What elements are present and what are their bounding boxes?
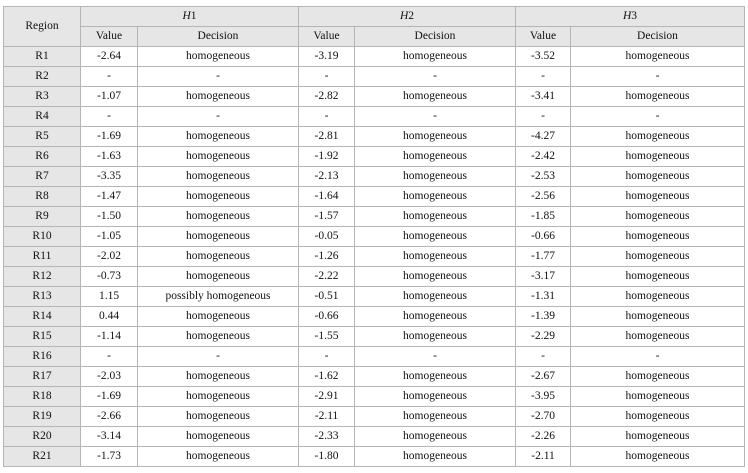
h3-value-cell: - [516, 347, 571, 367]
h3-decision-cell: homogeneous [571, 207, 745, 227]
table-row [4, 247, 745, 267]
h1-value-cell: -3.14 [81, 427, 138, 447]
h2-value-cell: -1.57 [299, 207, 355, 227]
h1-letter: H [182, 10, 191, 22]
h3-group-header [516, 7, 745, 27]
h1-decision-cell: homogeneous [138, 447, 299, 467]
h1-value-cell: -1.63 [81, 147, 138, 167]
h3-decision-cell: - [571, 67, 745, 87]
region-cell: R6 [4, 147, 81, 167]
h2-value-cell: -1.92 [299, 147, 355, 167]
h1-decision-cell: homogeneous [138, 407, 299, 427]
table-row [4, 87, 745, 107]
h2-value-header: Value [299, 27, 355, 47]
h3-decision-cell: homogeneous [571, 407, 745, 427]
region-cell: R2 [4, 67, 81, 87]
h3-value-cell: -2.53 [516, 167, 571, 187]
region-cell: R10 [4, 227, 81, 247]
h3-value-cell: -2.67 [516, 367, 571, 387]
table-row [4, 107, 745, 127]
h3-value-cell: -2.70 [516, 407, 571, 427]
h3-value-header: Value [516, 27, 571, 47]
region-cell: R12 [4, 267, 81, 287]
region-cell: R21 [4, 447, 81, 467]
h2-decision-cell: homogeneous [355, 287, 516, 307]
h1-decision-cell: homogeneous [138, 147, 299, 167]
h1-decision-cell: homogeneous [138, 87, 299, 107]
h1-number: 1 [190, 10, 197, 22]
h1-value-cell: -1.50 [81, 207, 138, 227]
h1-decision-cell: homogeneous [138, 227, 299, 247]
h1-decision-cell: homogeneous [138, 207, 299, 227]
h3-decision-header: Decision [571, 27, 745, 47]
table-row [4, 127, 745, 147]
h3-value-cell: -4.27 [516, 127, 571, 147]
h3-decision-cell: homogeneous [571, 427, 745, 447]
table-body [4, 47, 745, 467]
h2-letter: H [399, 10, 409, 22]
h3-value-cell: - [516, 107, 571, 127]
h2-decision-cell: homogeneous [355, 207, 516, 227]
h2-decision-cell: homogeneous [355, 187, 516, 207]
h2-value-cell: -2.11 [299, 407, 355, 427]
h1-decision-cell: homogeneous [138, 327, 299, 347]
region-cell: R18 [4, 387, 81, 407]
region-cell: R5 [4, 127, 81, 147]
h1-value-cell: -3.35 [81, 167, 138, 187]
h3-value-cell: -2.56 [516, 187, 571, 207]
table-row [4, 207, 745, 227]
h2-decision-cell: - [355, 347, 516, 367]
h2-value-cell: -0.66 [299, 307, 355, 327]
h2-decision-cell: homogeneous [355, 307, 516, 327]
h2-decision-cell: homogeneous [355, 367, 516, 387]
h2-decision-cell: homogeneous [355, 247, 516, 267]
h3-decision-cell: - [571, 107, 745, 127]
h1-value-cell: - [81, 347, 138, 367]
h2-decision-header: Decision [355, 27, 516, 47]
h1-value-cell: -1.69 [81, 127, 138, 147]
region-cell: R4 [4, 107, 81, 127]
h1-value-cell: - [81, 107, 138, 127]
h2-value-cell: -2.82 [299, 87, 355, 107]
region-cell: R20 [4, 427, 81, 447]
h3-value-cell: -2.11 [516, 447, 571, 467]
h3-decision-cell: homogeneous [571, 87, 745, 107]
h2-value-cell: -2.33 [299, 427, 355, 447]
region-cell: R8 [4, 187, 81, 207]
h3-decision-cell: homogeneous [571, 127, 745, 147]
h3-decision-cell: homogeneous [571, 247, 745, 267]
h1-value-cell: - [81, 67, 138, 87]
table-row [4, 47, 745, 67]
h1-value-cell: -1.69 [81, 387, 138, 407]
h1-decision-cell: homogeneous [138, 427, 299, 447]
h1-decision-header: Decision [138, 27, 299, 47]
table-row [4, 327, 745, 347]
h2-decision-cell: - [355, 67, 516, 87]
h2-value-cell: - [299, 67, 355, 87]
h2-value-cell: -3.19 [299, 47, 355, 67]
h1-value-cell: -2.02 [81, 247, 138, 267]
table-row [4, 447, 745, 467]
h3-value-cell: -1.77 [516, 247, 571, 267]
h3-decision-cell: homogeneous [571, 327, 745, 347]
h1-decision-cell: homogeneous [138, 247, 299, 267]
region-cell: R17 [4, 367, 81, 387]
h3-value-cell: -2.42 [516, 147, 571, 167]
h3-decision-cell: homogeneous [571, 147, 745, 167]
h2-decision-cell: homogeneous [355, 87, 516, 107]
h3-decision-cell: homogeneous [571, 47, 745, 67]
h2-value-cell: -2.91 [299, 387, 355, 407]
h1-decision-cell: possibly homogeneous [138, 287, 299, 307]
h1-decision-cell: homogeneous [138, 187, 299, 207]
h3-value-cell: -2.26 [516, 427, 571, 447]
h2-decision-cell: - [355, 107, 516, 127]
h1-decision-cell: homogeneous [138, 127, 299, 147]
header-row-groups [4, 7, 745, 27]
h3-value-cell: -2.29 [516, 327, 571, 347]
h3-value-cell: -1.85 [516, 207, 571, 227]
h1-decision-cell: - [138, 67, 299, 87]
table-row [4, 367, 745, 387]
h3-value-cell: -3.95 [516, 387, 571, 407]
h3-value-cell: -0.66 [516, 227, 571, 247]
h3-value-cell: - [516, 67, 571, 87]
h1-decision-cell: homogeneous [138, 387, 299, 407]
h1-value-cell: -1.07 [81, 87, 138, 107]
region-cell: R16 [4, 347, 81, 367]
h3-value-cell: -3.17 [516, 267, 571, 287]
region-cell: R11 [4, 247, 81, 267]
h3-decision-cell: homogeneous [571, 307, 745, 327]
table-row [4, 167, 745, 187]
h1-value-cell: -2.64 [81, 47, 138, 67]
h3-value-cell: -3.41 [516, 87, 571, 107]
h2-decision-cell: homogeneous [355, 387, 516, 407]
h2-value-cell: -1.64 [299, 187, 355, 207]
region-cell: R1 [4, 47, 81, 67]
region-cell: R9 [4, 207, 81, 227]
h3-decision-cell: homogeneous [571, 387, 745, 407]
region-cell: R14 [4, 307, 81, 327]
region-cell: R13 [4, 287, 81, 307]
table-row [4, 307, 745, 327]
table-row [4, 387, 745, 407]
region-cell: R3 [4, 87, 81, 107]
table-row [4, 407, 745, 427]
table-row [4, 287, 745, 307]
table-row [4, 67, 745, 87]
h3-letter: H [622, 10, 632, 22]
table-row [4, 267, 745, 287]
table-row [4, 147, 745, 167]
h3-value-cell: -1.39 [516, 307, 571, 327]
h1-decision-cell: - [138, 107, 299, 127]
h2-value-cell: -2.22 [299, 267, 355, 287]
h1-group-header [81, 7, 299, 27]
h2-decision-cell: homogeneous [355, 147, 516, 167]
region-cell: R7 [4, 167, 81, 187]
h1-value-cell: 1.15 [81, 287, 138, 307]
region-header: Region [4, 7, 81, 47]
h2-value-cell: -0.51 [299, 287, 355, 307]
homogeneity-table [3, 6, 745, 467]
h1-decision-cell: homogeneous [138, 47, 299, 67]
h1-value-cell: -1.05 [81, 227, 138, 247]
h2-value-cell: -1.55 [299, 327, 355, 347]
h2-decision-cell: homogeneous [355, 407, 516, 427]
h2-number: 2 [408, 10, 415, 22]
table-row [4, 227, 745, 247]
h2-value-cell: -2.81 [299, 127, 355, 147]
header-row-columns [4, 27, 745, 47]
table-row [4, 427, 745, 447]
h1-value-cell: -1.47 [81, 187, 138, 207]
h1-value-cell: -2.03 [81, 367, 138, 387]
h2-value-cell: -1.80 [299, 447, 355, 467]
h2-group-header [299, 7, 516, 27]
h3-value-cell: -3.52 [516, 47, 571, 67]
h2-value-cell: -0.05 [299, 227, 355, 247]
h3-decision-cell: homogeneous [571, 167, 745, 187]
h2-decision-cell: homogeneous [355, 47, 516, 67]
h1-decision-cell: - [138, 347, 299, 367]
h3-decision-cell: homogeneous [571, 447, 745, 467]
h1-value-cell: -1.14 [81, 327, 138, 347]
h3-decision-cell: homogeneous [571, 287, 745, 307]
h1-value-cell: 0.44 [81, 307, 138, 327]
h2-decision-cell: homogeneous [355, 127, 516, 147]
table-header [4, 7, 745, 47]
h1-value-cell: -2.66 [81, 407, 138, 427]
h3-number: 3 [631, 10, 638, 22]
h2-value-cell: -1.62 [299, 367, 355, 387]
h1-value-cell: -1.73 [81, 447, 138, 467]
h1-value-header: Value [81, 27, 138, 47]
h2-value-cell: - [299, 107, 355, 127]
h2-value-cell: -2.13 [299, 167, 355, 187]
region-cell: R19 [4, 407, 81, 427]
h1-decision-cell: homogeneous [138, 167, 299, 187]
h1-decision-cell: homogeneous [138, 367, 299, 387]
table-row [4, 347, 745, 367]
h3-decision-cell: homogeneous [571, 227, 745, 247]
region-cell: R15 [4, 327, 81, 347]
h1-value-cell: -0.73 [81, 267, 138, 287]
h2-decision-cell: homogeneous [355, 227, 516, 247]
h3-decision-cell: homogeneous [571, 187, 745, 207]
h2-decision-cell: homogeneous [355, 167, 516, 187]
h3-value-cell: -1.31 [516, 287, 571, 307]
h2-decision-cell: homogeneous [355, 447, 516, 467]
h1-decision-cell: homogeneous [138, 267, 299, 287]
h3-decision-cell: - [571, 347, 745, 367]
h2-value-cell: - [299, 347, 355, 367]
h3-decision-cell: homogeneous [571, 367, 745, 387]
h1-decision-cell: homogeneous [138, 307, 299, 327]
h2-decision-cell: homogeneous [355, 327, 516, 347]
h2-value-cell: -1.26 [299, 247, 355, 267]
table-row [4, 187, 745, 207]
h3-decision-cell: homogeneous [571, 267, 745, 287]
h2-decision-cell: homogeneous [355, 267, 516, 287]
h2-decision-cell: homogeneous [355, 427, 516, 447]
